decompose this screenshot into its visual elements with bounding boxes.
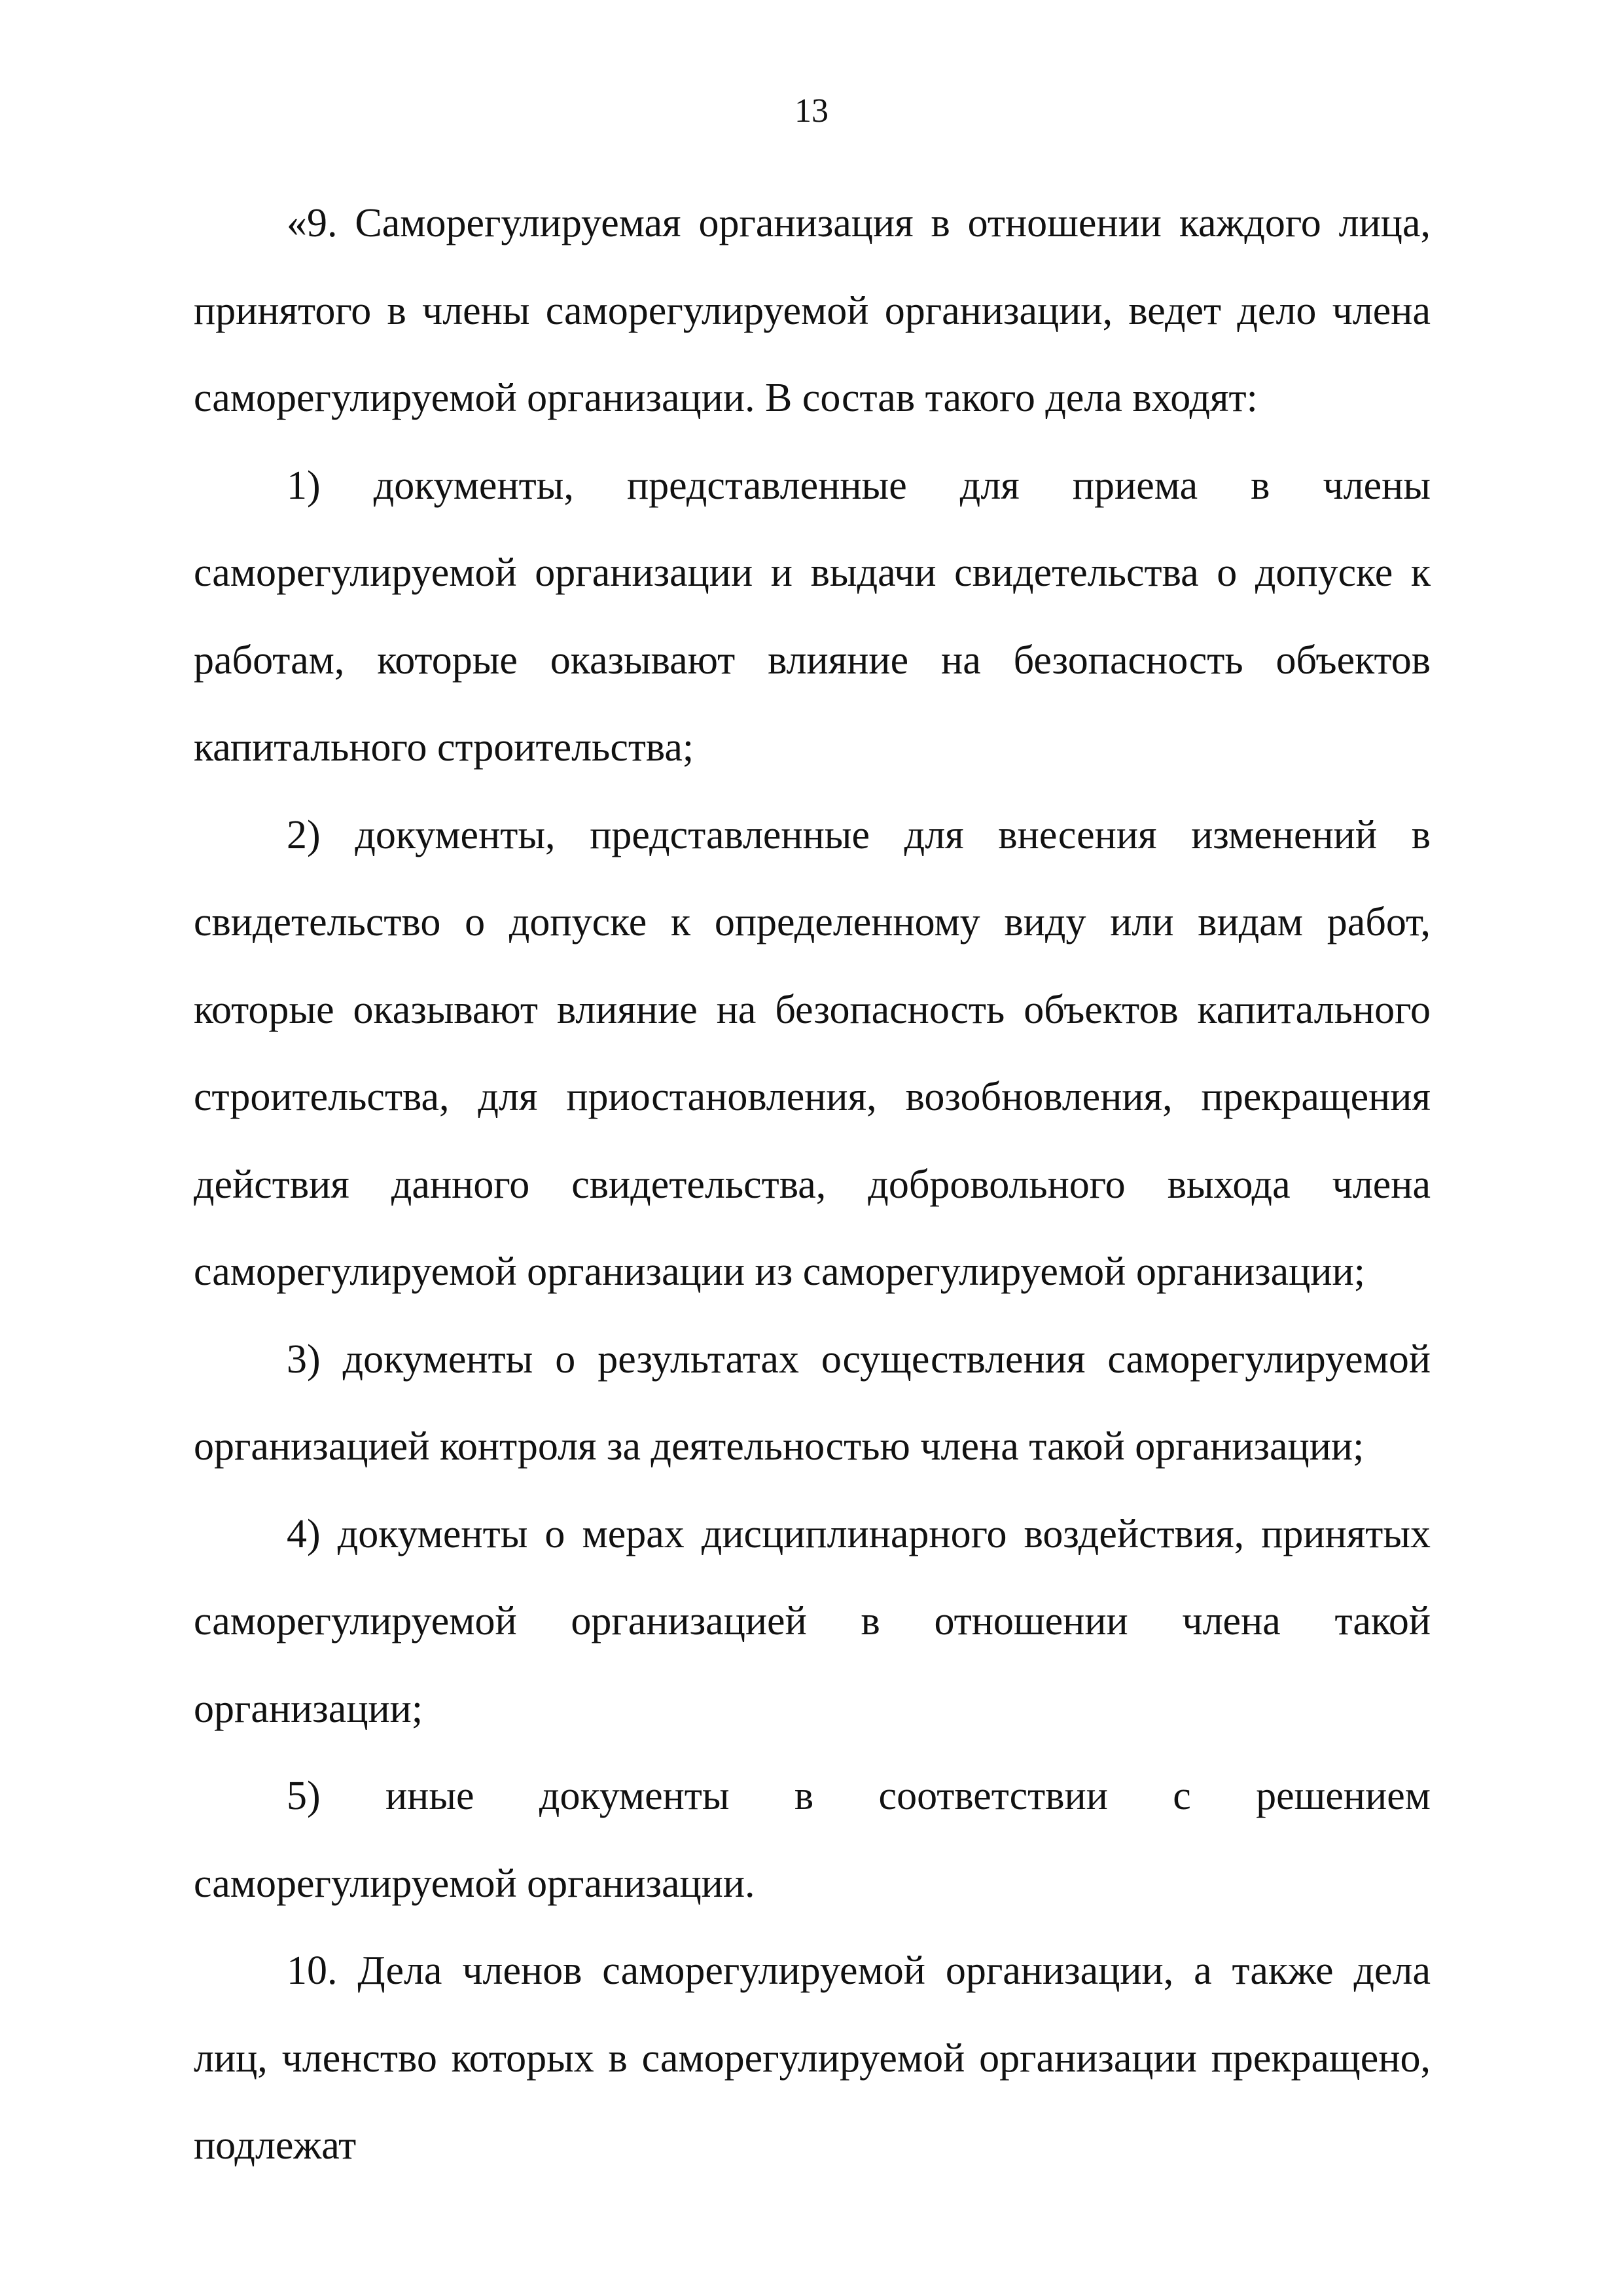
paragraph-item-10: 10. Дела членов саморегулируемой организации, а также дела лиц, членство которых в саморегулируемой организации прекращено, подлежат	[194, 1948, 1431, 2168]
list-item-5: 5) иные документы в соответствии с решением саморегулируемой организации.	[194, 1774, 1431, 1906]
list-item-4: 4) документы о мерах дисциплинарного воздействия, принятых саморегулируемой организацией в отношении члена такой организации;	[194, 1511, 1431, 1731]
document-body	[194, 180, 1431, 2190]
page-number: 13	[794, 92, 829, 130]
list-item-3: 3) документы о результатах осуществления саморегулируемой организацией контроля за деятельностью члена такой организации;	[194, 1336, 1431, 1469]
paragraph-item-9: «9. Саморегулируемая организация в отношении каждого лица, принятого в члены саморегулируемой организации, ведет дело члена саморегулируемой организации. В состав такого дела входят:	[194, 201, 1431, 420]
list-item-1: 1) документы, представленные для приема в члены саморегулируемой организации и выдачи свидетельства о допуске к работам, которые оказывают влияние на безопасность объектов капитального строительства;	[194, 463, 1431, 770]
list-item-2: 2) документы, представленные для внесения изменений в свидетельство о допуске к определенному виду или видам работ, которые оказывают влияние на безопасность объектов капитального строительства, для приостановления, возобновления, прекращения действия данного свидетельства, добровольного выхода члена саморегулируемой организации из саморегулируемой организации;	[194, 812, 1431, 1294]
